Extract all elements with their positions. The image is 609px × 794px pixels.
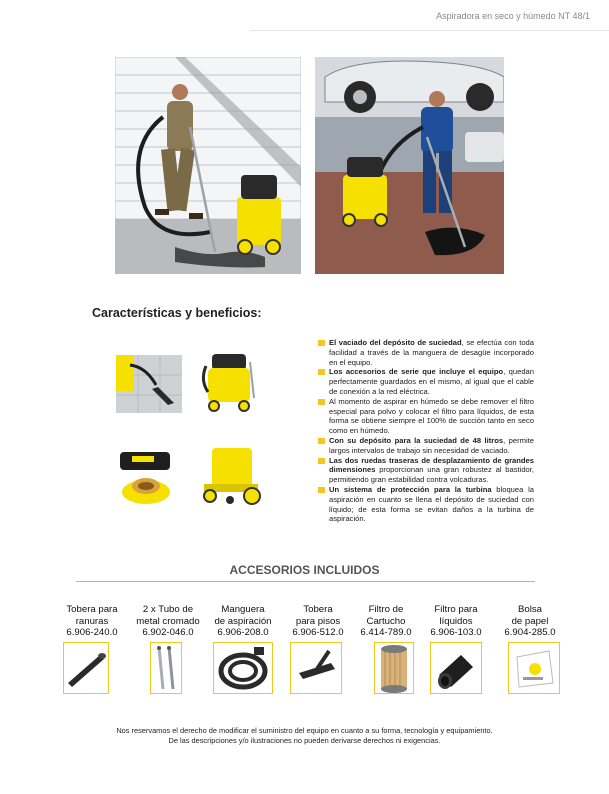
accessory-label — [54, 604, 130, 639]
bullet-icon — [318, 487, 325, 493]
accessory-code: 6.906-512.0 — [292, 627, 344, 639]
photo-garage-cleaning — [315, 57, 504, 274]
accessory-name: para pisos — [295, 615, 341, 627]
disclaimer — [0, 726, 609, 746]
disclaimer-line: De las descripciones y/o ilustraciones no pueden derivarse derechos ni exigencias. — [168, 736, 441, 745]
accessory-label — [348, 604, 424, 639]
bullet-icon — [318, 399, 325, 405]
benefit-item — [318, 485, 534, 524]
benefit-bold: Un sistema de protección para la turbina — [329, 484, 492, 494]
accessory-label — [205, 604, 281, 639]
accessories-title: ACCESORIOS INCLUIDOS — [229, 563, 380, 577]
filter-detail-photo — [116, 452, 182, 508]
benefit-item — [318, 436, 534, 456]
benefit-text: , permite largos intervalos de trabajo sin necesidad de vaciado. — [329, 435, 534, 455]
bullet-icon — [318, 340, 325, 346]
accessory-name: Manguera — [221, 604, 265, 615]
header-title: Aspiradora en seco y húmedo NT 48/1 — [436, 11, 590, 21]
benefit-text: , quedan perfectamente guardados en el mismo, al igual que el cable de conexión a la red eléctrica. — [329, 367, 534, 396]
benefit-bold: El vaciado del depósito de suciedad — [329, 338, 462, 347]
accessory-code: 6.906-240.0 — [66, 627, 118, 639]
benefit-text: bloquea la aspiración en cuanto se llena el depósito de suciedad con líquido; de esta forma se evitan daños a la turbina de aspiración. — [329, 484, 534, 524]
accessory-label — [280, 604, 356, 639]
accessories-divider — [76, 581, 535, 582]
accessory-code: 6.906-208.0 — [217, 627, 269, 639]
benefit-bold: Las dos ruedas traseras de desplazamiento de grandes dimensiones — [329, 455, 534, 475]
features-title: Características y beneficios: — [92, 306, 262, 320]
accessory-name: de papel — [511, 615, 549, 627]
accessory-code: 6.414-789.0 — [360, 627, 412, 639]
rear-wheels-photo — [200, 448, 262, 508]
accessory-label — [418, 604, 494, 639]
bullet-icon — [318, 458, 325, 464]
benefit-text: proporcionan una gran robustez al bastidor, permitiendo gran estabilidad contra volcaduras. — [329, 465, 534, 485]
liquid-filter-icon — [430, 642, 482, 694]
accessory-code: 6.902-046.0 — [142, 627, 194, 639]
accessory-code: 6.904-285.0 — [504, 627, 556, 639]
accessory-label — [492, 604, 568, 639]
benefit-item — [318, 397, 534, 436]
benefit-text: Al momento de aspirar en húmedo se debe remover el filtro especial para polvo y colocar el filtro para líquidos, de esta forma se obtiene siempre el 100% de succión tanto en seco como en húmedo. — [329, 396, 534, 436]
accessory-name: ranuras — [75, 615, 109, 627]
accessory-name: metal cromado — [136, 615, 200, 627]
cartridge-filter-icon — [374, 642, 414, 694]
benefit-text: , se efectúa con toda facilidad a través de la manguera de desagüe incorporado en el equipo. — [329, 338, 534, 367]
photo-stairs-cleaning — [115, 57, 301, 274]
drain-hose-photo — [116, 355, 182, 413]
accessory-name: Filtro para — [434, 604, 478, 615]
benefit-bold: Los accesorios de serie que incluye el equipo — [329, 367, 504, 377]
crevice-nozzle-icon — [63, 642, 109, 694]
chrome-tube-icon — [150, 642, 182, 694]
benefit-item — [318, 367, 534, 396]
accessory-name: Bolsa — [518, 604, 542, 615]
accessory-name: de aspiración — [214, 615, 272, 627]
accessory-name: Filtro de — [368, 604, 404, 615]
accessory-name: Cartucho — [366, 615, 406, 627]
paper-bag-icon — [508, 642, 560, 694]
accessory-name: Tobera para — [66, 604, 118, 615]
vacuum-accessories-photo — [200, 348, 258, 413]
benefit-item — [318, 338, 534, 367]
bullet-icon — [318, 369, 325, 375]
disclaimer-line: Nos reservamos el derecho de modificar el suministro del equipo en cuanto a su forma, tecnología y equipamiento. — [116, 726, 493, 735]
accessory-code: 6.906-103.0 — [430, 627, 482, 639]
header-divider — [250, 30, 609, 31]
benefit-item — [318, 456, 534, 485]
benefit-bold: Con su depósito para la suciedad de 48 litros — [329, 435, 504, 445]
benefits-list — [318, 338, 534, 524]
accessory-name: 2 x Tubo de — [142, 604, 194, 615]
floor-nozzle-icon — [290, 642, 342, 694]
accessory-label — [130, 604, 206, 639]
accessory-name: Tobera — [303, 604, 333, 615]
accessory-name: líquidos — [439, 615, 473, 627]
bullet-icon — [318, 438, 325, 444]
suction-hose-icon — [213, 642, 273, 694]
